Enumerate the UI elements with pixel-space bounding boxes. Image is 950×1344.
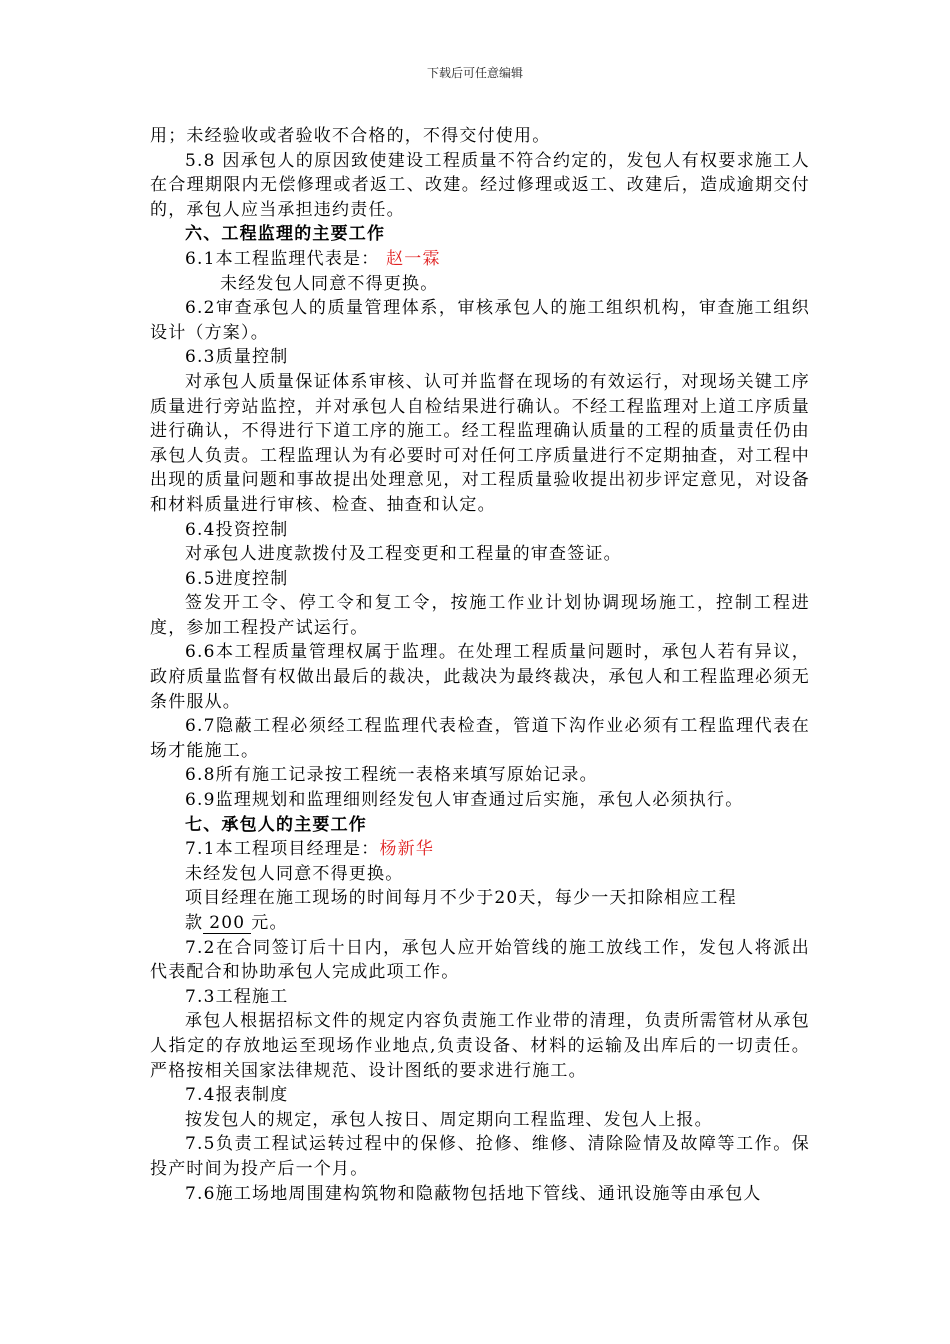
paragraph-6-5-title: 6.5进度控制 bbox=[185, 568, 289, 589]
penalty-suffix: 元。 bbox=[251, 913, 288, 933]
section-heading-6: 六、工程监理的主要工作 bbox=[185, 224, 386, 245]
paragraph-7-1-note: 未经发包人同意不得更换。 bbox=[185, 863, 404, 884]
penalty-prefix: 款 bbox=[185, 913, 204, 933]
supervisor-name: 赵一霖 bbox=[386, 248, 441, 269]
paragraph-6-6: 6.6本工程质量管理权属于监理。在处理工程质量问题时，承包人若有异议，政府质量监督有权做出最后的裁决，此裁决为最终裁决，承包人和工程监理必须无条件服从。 bbox=[150, 642, 810, 712]
paragraph-7-1 bbox=[150, 837, 810, 862]
paragraph-6-3-body: 对承包人质量保证体系审核、认可并监督在现场的有效运行，对现场关键工序质量进行旁站监控，并对承包人自检结果进行确认。不经工程监理对上道工序质量进行确认，不得进行下道工序的施工。经工程监理确认质量的工程的质量责任仍由承包人负责。工程监理认为有必要时可对任何工序质量进行不定期抽查，对工程中出现的质量问题和事故提出处理意见，对工程质量验收提出初步评定意见，对设备和材料质量进行审核、检查、抽查和认定。 bbox=[150, 371, 810, 515]
manager-name: 杨新华 bbox=[379, 839, 435, 860]
paragraph-6-2: 6.2审查承包人的质量管理体系，审核承包人的施工组织机构，审查施工组织设计（方案）。 bbox=[150, 298, 810, 343]
paragraph-7-1-penalty bbox=[150, 911, 810, 936]
paragraph-7-3-title: 7.3工程施工 bbox=[185, 986, 289, 1007]
paragraph-7-3-body: 承包人根据招标文件的规定内容负责施工作业带的清理，负责所需管材从承包人指定的存放地运至现场作业地点,负责设备、材料的运输及出库后的一切责任。严格按相关国家法律规范、设计图纸的要求进行施工。 bbox=[150, 1011, 810, 1081]
paragraph-7-4-body: 按发包人的规定，承包人按日、周定期向工程监理、发包人上报。 bbox=[185, 1109, 713, 1130]
paragraph-7-1-time: 项目经理在施工现场的时间每月不少于20天，每少一天扣除相应工程 bbox=[185, 888, 737, 909]
paragraph-5-7-end: 用；未经验收或者验收不合格的，不得交付使用。 bbox=[150, 126, 551, 146]
paragraph-5-8: 5.8 因承包人的原因致使建设工程质量不符合约定的，发包人有权要求施工人在合理期限内无偿修理或者返工、改建。经过修理或返工、改建后，造成逾期交付的，承包人应当承担违约责任。 bbox=[150, 150, 810, 220]
penalty-amount: 200 bbox=[203, 913, 251, 934]
paragraph-7-2: 7.2在合同签订后十日内，承包人应开始管线的施工放线工作，发包人将派出代表配合和协助承包人完成此项工作。 bbox=[150, 937, 810, 983]
paragraph-6-7: 6.7隐蔽工程必须经工程监理代表检查，管道下沟作业必须有工程监理代表在场才能施工。 bbox=[150, 716, 810, 761]
paragraph-6-1-note: 未经发包人同意不得更换。 bbox=[220, 273, 439, 294]
paragraph-7-4-title: 7.4报表制度 bbox=[185, 1085, 289, 1106]
paragraph-6-5-body: 签发开工令、停工令和复工令，按施工作业计划协调现场施工，控制工程进度，参加工程投产试运行。 bbox=[150, 593, 810, 638]
paragraph-6-9: 6.9监理规划和监理细则经发包人审查通过后实施，承包人必须执行。 bbox=[185, 790, 744, 811]
paragraph-6-1 bbox=[150, 247, 810, 272]
supervisor-label: 6.1本工程监理代表是： bbox=[185, 248, 380, 269]
document-body bbox=[150, 124, 810, 1206]
paragraph-7-5: 7.5负责工程试运转过程中的保修、抢修、维修、清除险情及故障等工作。保投产时间为投产后一个月。 bbox=[150, 1134, 810, 1179]
paragraph-6-4-title: 6.4投资控制 bbox=[185, 519, 289, 540]
paragraph-6-8: 6.8所有施工记录按工程统一表格来填写原始记录。 bbox=[185, 765, 598, 786]
manager-label: 7.1本工程项目经理是： bbox=[185, 839, 380, 860]
paragraph-6-4-body: 对承包人进度款拨付及工程变更和工程量的审查签证。 bbox=[185, 544, 622, 565]
page-header: 下载后可任意编辑 bbox=[426, 66, 523, 80]
paragraph-7-6: 7.6施工场地周围建构筑物和隐蔽物包括地下管线、通讯设施等由承包人 bbox=[185, 1183, 762, 1204]
section-heading-7: 七、承包人的主要工作 bbox=[185, 814, 367, 835]
paragraph-6-3-title: 6.3质量控制 bbox=[185, 347, 289, 368]
